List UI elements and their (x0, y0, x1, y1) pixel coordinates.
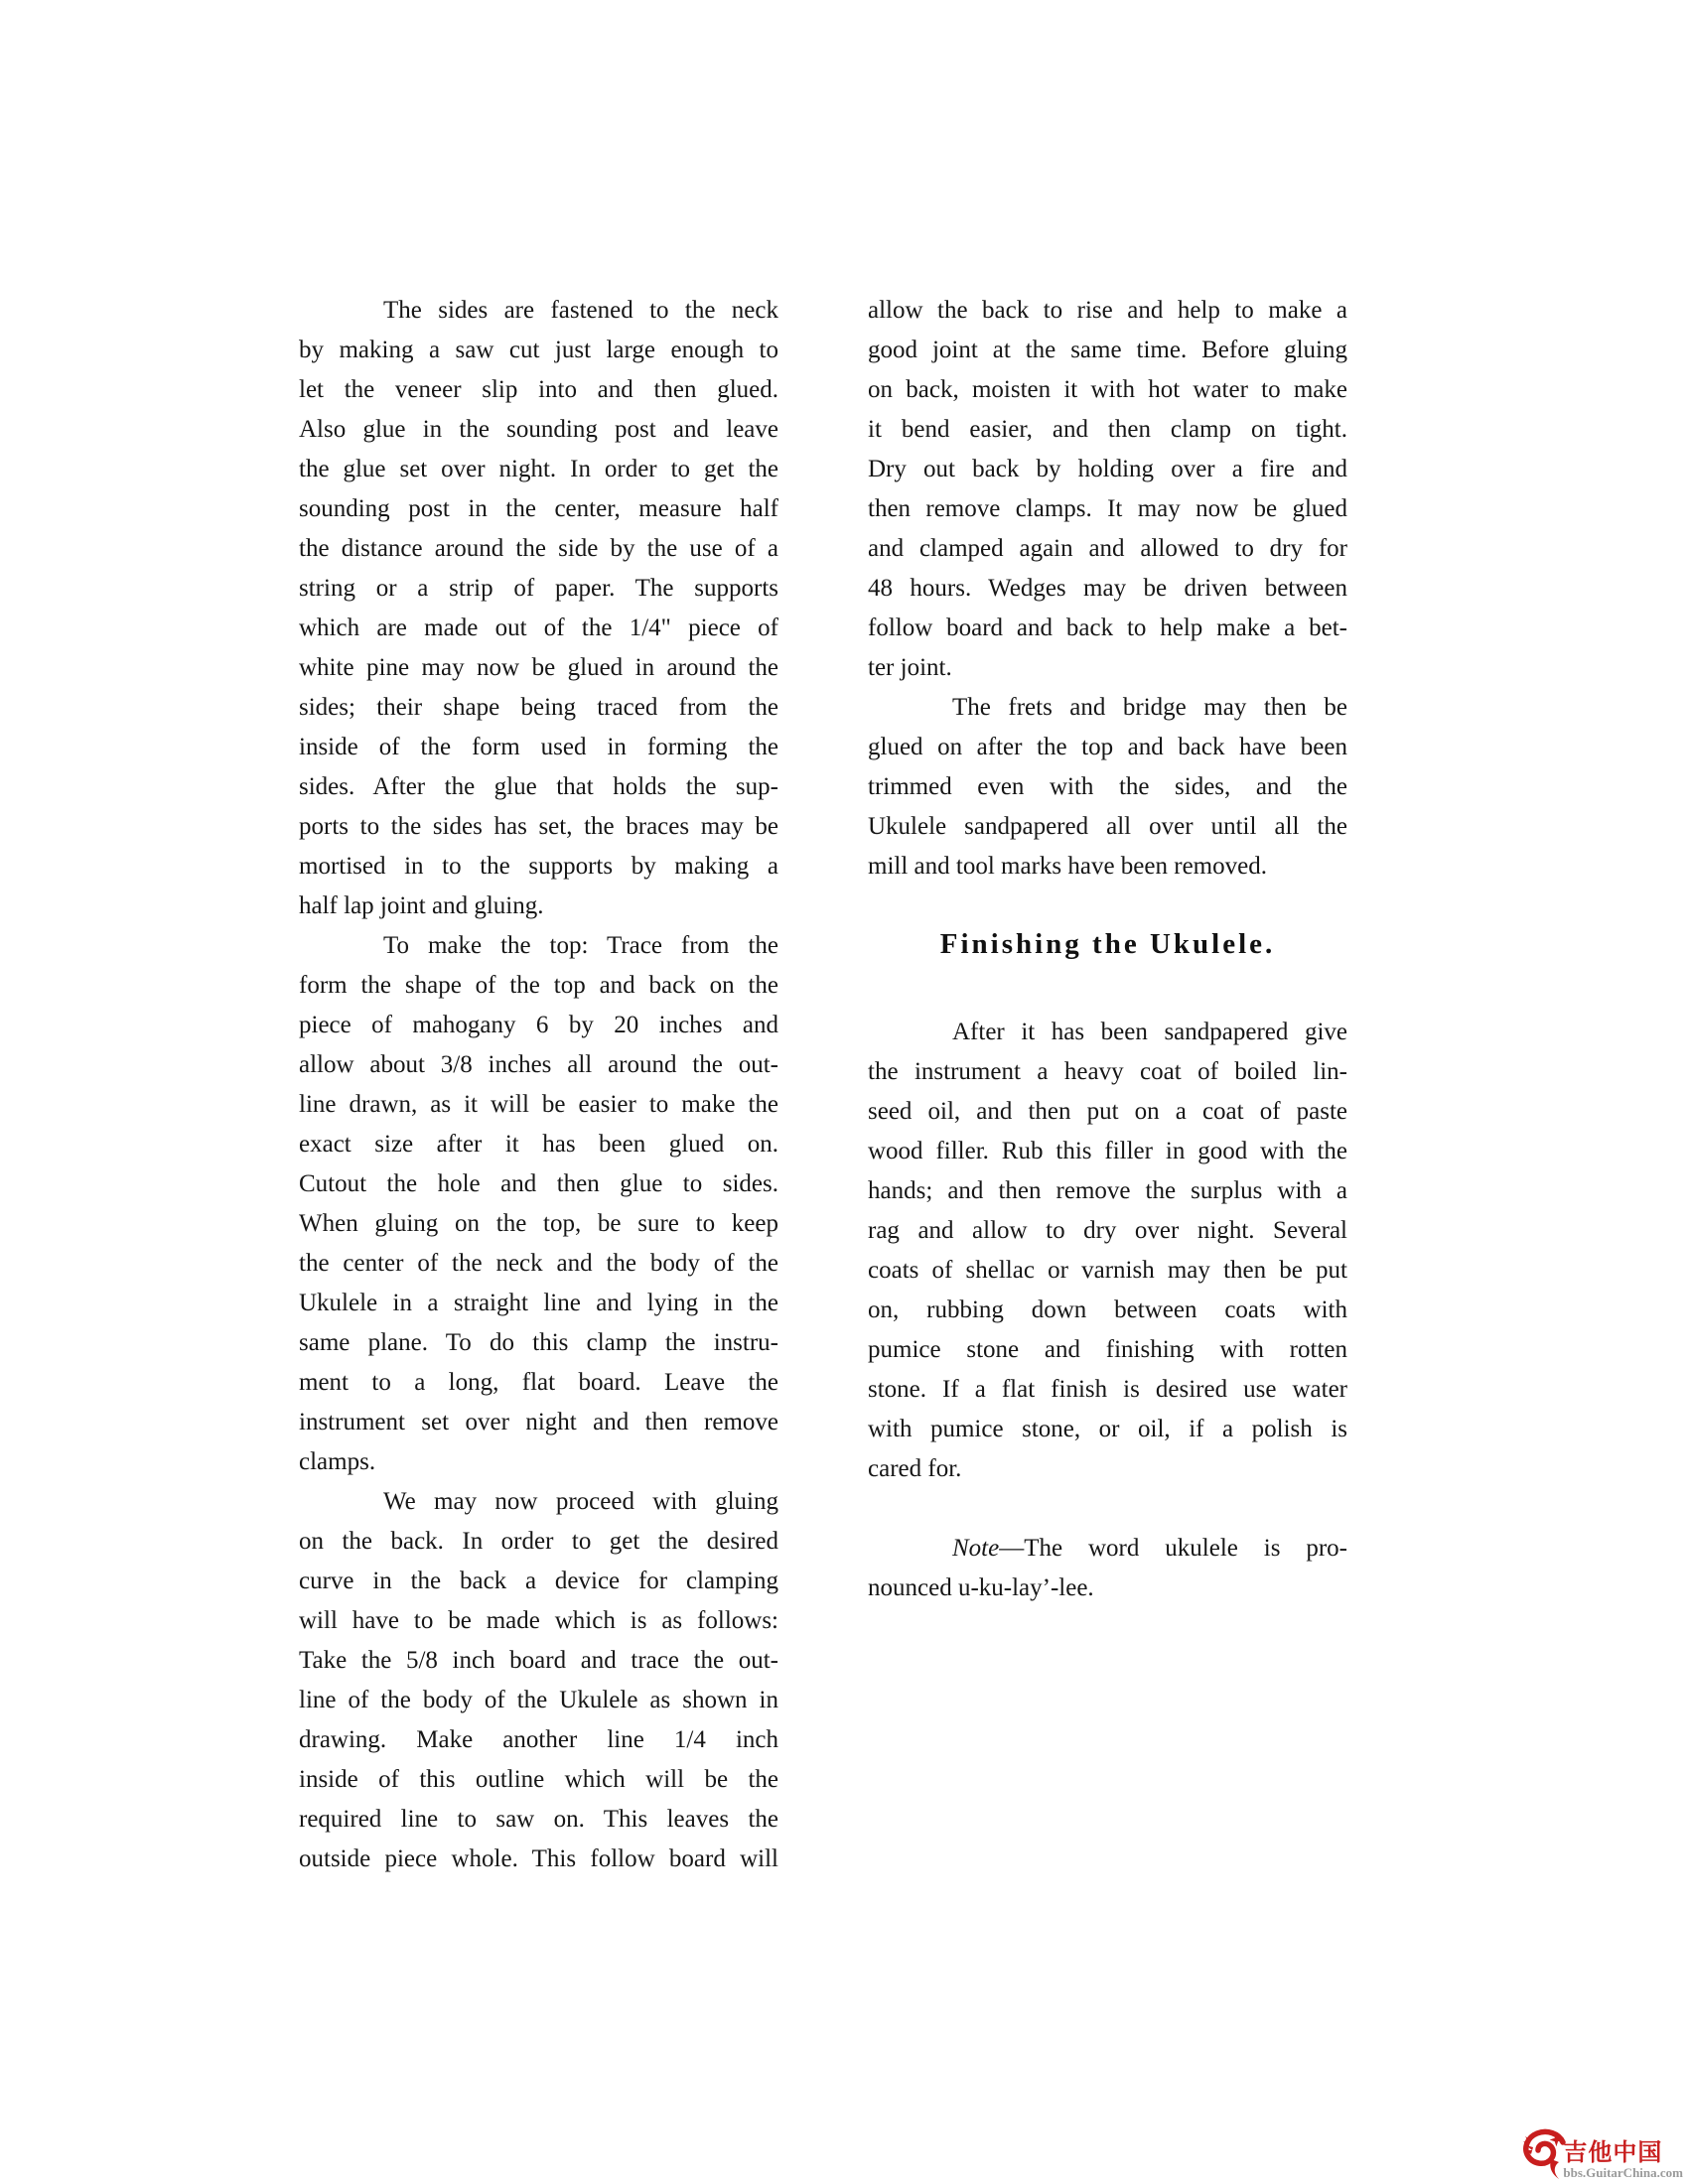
text-line: on back, moisten it with hot water to make (868, 376, 1347, 403)
text-line: outside piece whole. This follow board will (299, 1845, 778, 1872)
text-line: same plane. To do this clamp the instru- (299, 1329, 778, 1356)
text-line: stone. If a flat finish is desired use water (868, 1376, 1347, 1403)
watermark (1521, 2127, 1683, 2181)
note-label: Note (952, 1535, 1000, 1562)
text-line: the distance around the side by the use of a (299, 535, 778, 562)
text-line: and clamped again and allowed to dry for (868, 535, 1347, 562)
body-paragraph (868, 688, 1347, 887)
text-line: wood filler. Rub this filler in good with the (868, 1138, 1347, 1164)
text-line: Ukulele sandpapered all over until all the (868, 813, 1347, 840)
text-line: good joint at the same time. Before gluing (868, 337, 1347, 363)
text-line: line drawn, as it will be easier to make the (299, 1091, 778, 1118)
body-paragraph (868, 291, 1347, 688)
text-line: trimmed even with the sides, and the (868, 773, 1347, 800)
text-line: mortised in to the supports by making a (299, 853, 778, 880)
text-line: the glue set over night. In order to get the (299, 456, 778, 482)
text-line: mill and tool marks have been removed. (868, 853, 1267, 880)
text-line: will have to be made which is as follows: (299, 1607, 778, 1634)
text-line: coats of shellac or varnish may then be put (868, 1257, 1347, 1284)
body-paragraph (299, 926, 778, 1482)
text-line: follow board and back to help make a bet- (868, 614, 1347, 641)
text-line: cared for. (868, 1455, 962, 1482)
text-line: The frets and bridge may then be (952, 694, 1347, 721)
watermark-chinese-text: 吉他中国 (1563, 2139, 1663, 2166)
text-line: seed oil, and then put on a coat of paste (868, 1098, 1347, 1125)
body-paragraph (299, 1482, 778, 1879)
text-line: allow the back to rise and help to make a (868, 297, 1347, 324)
text-line: form the shape of the top and back on the (299, 972, 778, 999)
text-line: Also glue in the sounding post and leave (299, 416, 778, 443)
text-line: The sides are fastened to the neck (383, 297, 778, 324)
text-line: the instrument a heavy coat of boiled lin- (868, 1058, 1347, 1085)
text-line: ports to the sides has set, the braces may be (299, 813, 778, 840)
text-line: instrument set over night and then remove (299, 1409, 778, 1435)
text-line: curve in the back a device for clamping (299, 1568, 778, 1594)
text-line: required line to saw on. This leaves the (299, 1806, 778, 1833)
text-line: sides; their shape being traced from the (299, 694, 778, 721)
note-paragraph (868, 1529, 1347, 1608)
text-line: half lap joint and gluing. (299, 892, 544, 919)
text-line: on, rubbing down between coats with (868, 1297, 1347, 1323)
text-line: To make the top: Trace from the (383, 932, 778, 959)
text-line: clamps. (299, 1448, 376, 1475)
text-line: Dry out back by holding over a fire and (868, 456, 1347, 482)
text-line: Take the 5/8 inch board and trace the out- (299, 1647, 778, 1674)
body-paragraph (868, 1013, 1347, 1489)
text-line: line of the body of the Ukulele as shown in (299, 1687, 778, 1713)
text-line: exact size after it has been glued on. (299, 1131, 778, 1158)
section-heading: Finishing the Ukulele. (939, 928, 1276, 960)
text-line: ment to a long, flat board. Leave the (299, 1369, 778, 1396)
text-line: the center of the neck and the body of the (299, 1250, 778, 1277)
watermark-text-block (1563, 2141, 1683, 2181)
text-line: let the veneer slip into and then glued. (299, 376, 778, 403)
guitarchina-dragon-logo-icon (1521, 2127, 1569, 2181)
left-column (299, 291, 778, 1879)
text-line: hands; and then remove the surplus with a (868, 1177, 1347, 1204)
text-line: allow about 3/8 inches all around the out- (299, 1051, 778, 1078)
text-line: Note—The word ukulele is pro- (952, 1535, 1347, 1562)
text-line: glued on after the top and back have been (868, 734, 1347, 760)
text-line: Ukulele in a straight line and lying in the (299, 1290, 778, 1316)
text-line: After it has been sandpapered give (952, 1019, 1347, 1045)
text-line: Cutout the hole and then glue to sides. (299, 1170, 778, 1197)
text-line: which are made out of the 1/4" piece of (299, 614, 778, 641)
text-line: white pine may now be glued in around the (299, 654, 778, 681)
text-line: When gluing on the top, be sure to keep (299, 1210, 778, 1237)
text-line: it bend easier, and then clamp on tight. (868, 416, 1347, 443)
text-line: sides. After the glue that holds the sup- (299, 773, 778, 800)
text-line: inside of the form used in forming the (299, 734, 778, 760)
text-line: pumice stone and finishing with rotten (868, 1336, 1347, 1363)
text-line: rag and allow to dry over night. Several (868, 1217, 1347, 1244)
right-column (868, 291, 1347, 1608)
watermark-url-text: bbs.GuitarChina.com (1563, 2165, 1683, 2181)
text-line: sounding post in the center, measure half (299, 495, 778, 522)
text-line: ter joint. (868, 654, 952, 681)
text-line: inside of this outline which will be the (299, 1766, 778, 1793)
text-line: piece of mahogany 6 by 20 inches and (299, 1012, 778, 1038)
body-paragraph (299, 291, 778, 926)
text-line: with pumice stone, or oil, if a polish is (868, 1416, 1347, 1442)
text-line: 48 hours. Wedges may be driven between (868, 575, 1347, 602)
text-line: We may now proceed with gluing (383, 1488, 778, 1515)
text-line: nounced u-ku-lay’-lee. (868, 1574, 1094, 1601)
text-line: string or a strip of paper. The supports (299, 575, 778, 602)
text-line: by making a saw cut just large enough to (299, 337, 778, 363)
text-line: then remove clamps. It may now be glued (868, 495, 1347, 522)
text-line: drawing. Make another line 1/4 inch (299, 1726, 778, 1753)
text-line: on the back. In order to get the desired (299, 1528, 778, 1555)
